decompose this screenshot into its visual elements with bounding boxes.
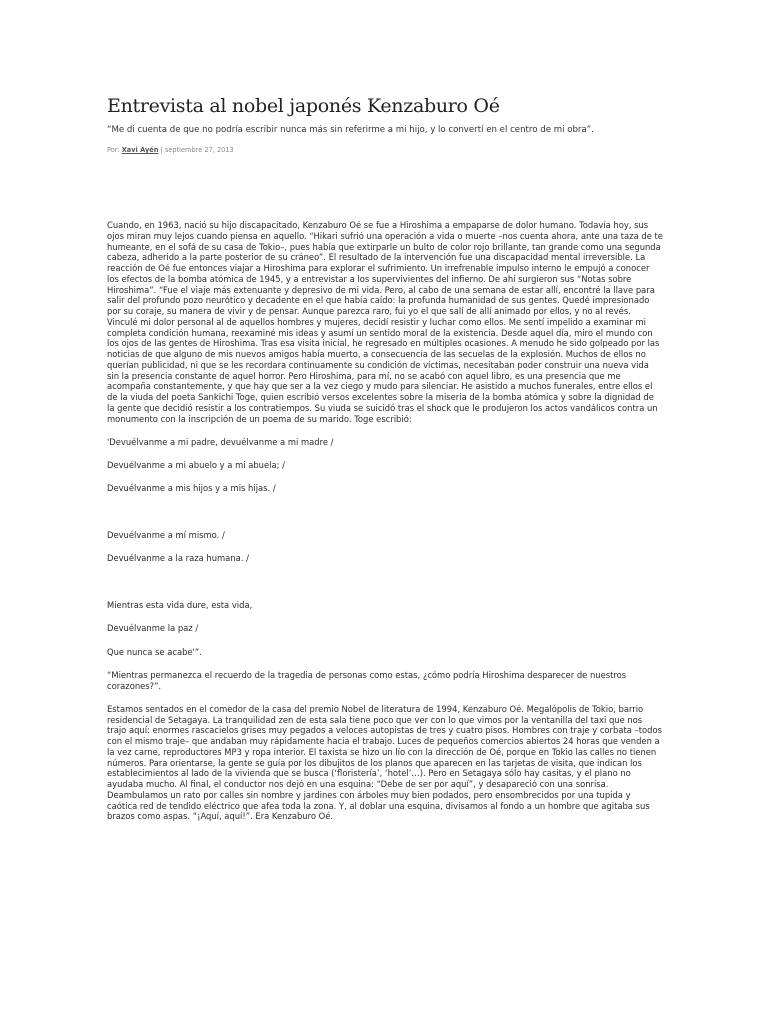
author-link[interactable]: Xavi Ayén [121, 146, 159, 154]
poem-line: Devuélvanme la paz / [107, 623, 199, 634]
poem-line: Devuélvanme a mí mismo. / [107, 530, 225, 540]
paragraph-intro: Cuando, en 1963, nació su hijo discapacitado, Kenzaburo Oé se fue a Hiroshima a empaparse de dolor humano. Todavía hoy, sus ojos miran muy lejos cuando piensa en aquello. “Hikari sufrió una operación a vida o muerte –nos cuenta ahora, ante una taza de te humeante, en el sofá de su casa de Tokio–, pues había que extirparle un bulto de color rojo brillante, tan grande como una segunda cabeza, adherido a la parte posterior de su cráneo”. El resultado de la intervención fue una discapacidad mental irreversible. La reacción de Oé fue entonces viajar a Hiroshima para explorar el sufrimiento. Un irrefrenable impulso interno le empujó a conocer los efectos de la bomba atómica de 1945, y a entrevistar a los supervivientes del infierno. De ahí surgieron sus “Notas sobre Hiroshima”. “Fue el viaje más extenuante y depresivo de mi vida. Pero, al cabo de una semana de estar allí, encontré la llave para salir del profundo pozo neurótico y decadente en el que había caído: la profunda humanidad de sus gentes. Quedé impresionado por su coraje, su manera de vivir y de pensar. Aunque parezca raro, fui yo el que salí de allí animado por ellos, y no al revés. Vinculé mi dolor personal al de aquellos hombres y mujeres, decidí resistir y luchar como ellos. Me sentí impelido a examinar mi completa condición humana, reexaminé mis ideas y asumí un sentido moral de la existencia. Desde aquel día, miro el mundo con los ojos de las gentes de Hiroshima. Tras esa visita inicial, he regresado en múltiples ocasiones. A menudo he sido golpeado por las noticias de que alguno de mis nuevos amigos había muerto, a consecuencia de las secuelas de la explosión. Muchos de ellos no querían publicidad, ni que se les recordara continuamente su condición de víctimas, necesitaban poder construir una nueva vida sin la presencia constante de aquel horror. Pero Hiroshima, para mí, no se acabó con aquel libro, es una presencia que me acompaña constantemente, y que hay que ser a la vez ciego y mudo para silenciar. He asistido a muchos funerales, entre ellos el de la viuda del poeta Sankichi Toge, quien escribió versos excelentes sobre la miseria de la bomba atómica y sobre la dignidad de la gente que decidió resistir a los contratiempos. Su viuda se suicidó tras el shock que le produjeron los actos vandálicos contra un monumento con la inscripción de un poema de su marido. Toge escribió: [107, 220, 663, 424]
poem-line: 'Devuélvanme a mi padre, devuélvanme a mi madre / [107, 436, 334, 447]
byline-prefix: Por: [107, 146, 120, 154]
poem-line: Devuélvanme a la raza humana. / [107, 553, 249, 564]
stanza-break [107, 507, 663, 518]
article-subtitle: “Me di cuenta de que no podría escribir nunca más sin referirme a mi hijo, y lo convertí en el centro de mi obra”. [107, 125, 594, 135]
poem-line: Devuélvanme a mi abuelo y a mi abuela; / [107, 460, 285, 470]
poem-line: Devuélvanme a mis hijos y a mis hijas. / [107, 483, 276, 494]
article-body [107, 220, 663, 835]
poem-line: Que nunca se acabe'”. [107, 646, 202, 657]
stanza-break [107, 577, 663, 588]
article-title: Entrevista al nobel japonés Kenzaburo Oé [107, 95, 500, 117]
byline [107, 146, 663, 154]
article-header [107, 95, 663, 154]
paragraph-setting: Estamos sentados en el comedor de la casa del premio Nobel de literatura de 1994, Kenzaburo Oé. Megalópolis de Tokio, barrio residencial de Setagaya. La tranquilidad zen de esta sala tiene poco que ver con lo que vimos por la ventanilla del taxi que nos trajo aquí: enormes rascacielos grises muy pegados a veloces autopistas de tres y cuatro pisos. Hombres con traje y corbata –todos con el mismo traje– que andaban muy rápidamente hacia el trabajo. Luces de pequeños comercios abiertos 24 horas que venden a la vez carne, reproductores MP3 y ropa interior. El taxista se hizo un lío con la dirección de Oé, porque en Tokio las calles no tienen números. Para orientarse, la gente se guía por los dibujitos de los planos que aparecen en las tarjetas de visita, que indican los establecimientos al lado de la vivienda que se busca (‘floristería’, ‘hotel’…). Pero en Setagaya sólo hay casitas, y el plano no ayudaba mucho. Al final, el conductor nos dejó en una esquina: “Debe de ser por aquí”, y desapareció con una sonrisa. Deambulamos un rato por calles sin nombre y jardines con árboles muy bien podados, pero ensombrecidos por una tupida y caótica red de tendido eléctrico que afea toda la zona. Y, al doblar una esquina, divisamos al fondo a un hombre que agitaba sus brazos como aspas. “¡Aquí, aquí!”. Era Kenzaburo Oé. [107, 703, 662, 822]
quote-paragraph: “Mientras permanezca el recuerdo de la tragedia de personas como estas, ¿cómo podría Hiroshima desparecer de nuestros corazones?”. [107, 669, 627, 691]
poem-line: Mientras esta vida dure, esta vida, [107, 600, 253, 610]
byline-separator: | [160, 146, 163, 154]
publish-date: septiembre 27, 2013 [164, 146, 234, 154]
